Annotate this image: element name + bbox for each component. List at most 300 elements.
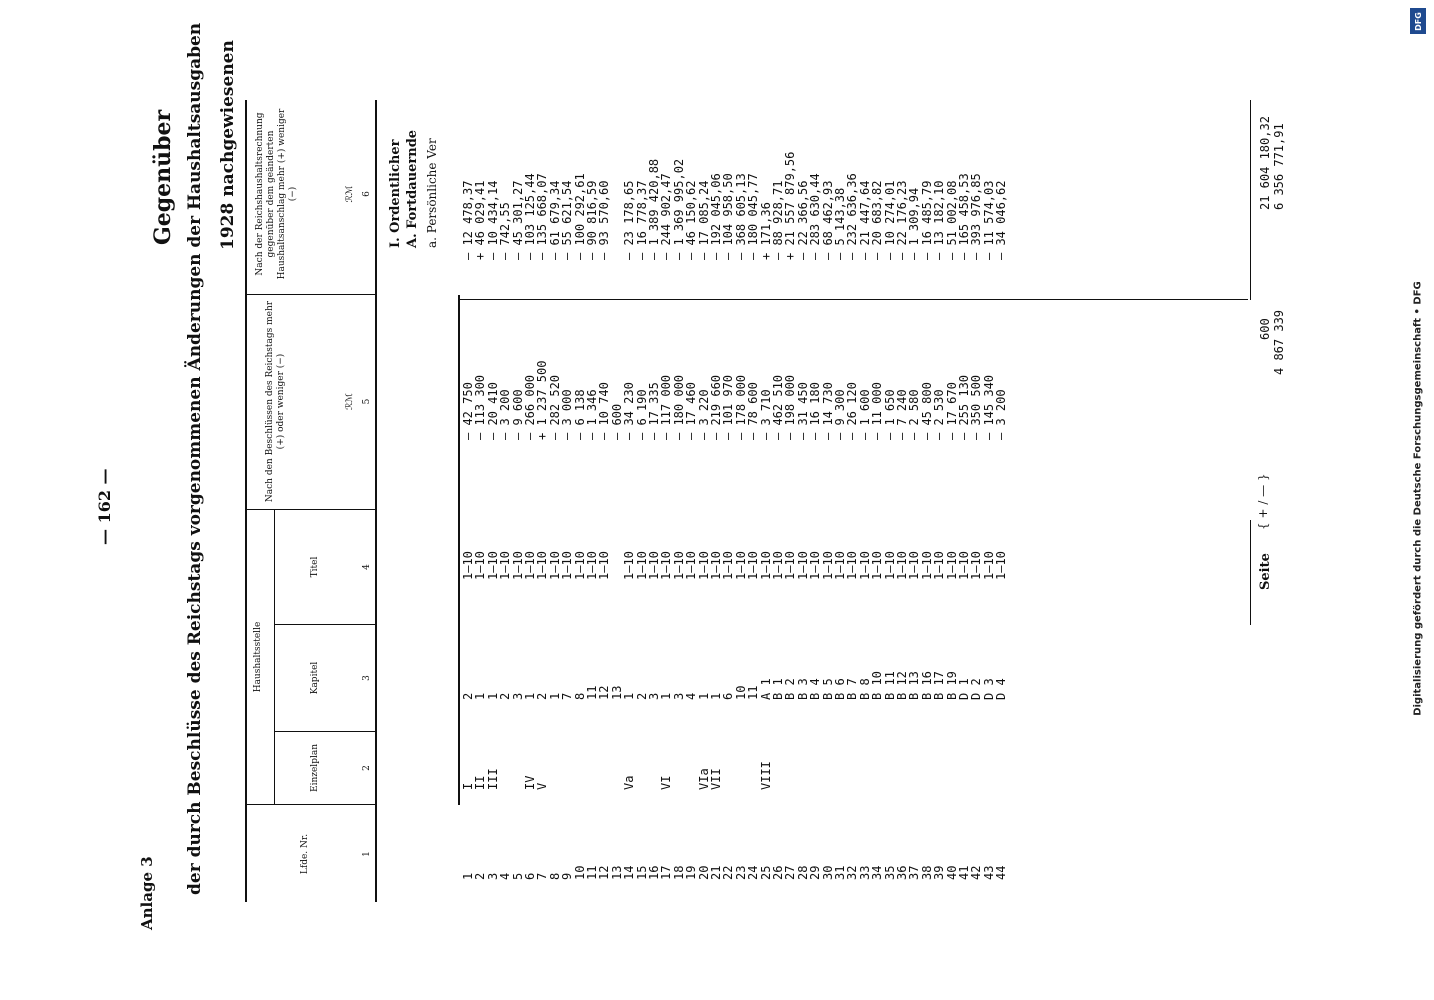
totals-rechnung-plus: 21 604 180,32	[1258, 116, 1272, 210]
row-lfd-nr: 42	[969, 865, 984, 880]
row-titel: 1—10	[696, 551, 711, 580]
row-titel: 1—10	[622, 551, 637, 580]
row-titel: 1—10	[857, 551, 872, 580]
col-number: 4	[362, 564, 372, 570]
row-kapitel: 8	[572, 692, 587, 700]
row-rechnung: — 1 389 420,88	[647, 158, 661, 260]
row-kapitel: B 7	[845, 678, 860, 700]
row-lfd-nr: 21	[709, 865, 723, 880]
row-beschluesse: — 17 335	[647, 382, 661, 440]
row-titel: 1—10	[523, 551, 537, 580]
row-rechnung: — 100 292,61	[572, 173, 587, 260]
row-lfd-nr: 33	[857, 865, 872, 880]
row-titel: 1—10	[981, 551, 996, 580]
row-kapitel: B 2	[783, 678, 798, 700]
row-kapitel: B 4	[808, 678, 823, 700]
row-titel: 1—10	[647, 551, 661, 580]
row-titel: 1—10	[783, 551, 798, 580]
table-row	[660, 0, 673, 1000]
row-rechnung: — 11 574,03	[981, 180, 996, 260]
section-heading-1: I. Ordentlicher	[388, 139, 403, 248]
row-titel: 1—10	[870, 551, 885, 580]
col-number: 6	[362, 191, 372, 197]
col-divider	[274, 624, 375, 625]
row-rechnung: — 90 816,59	[585, 180, 599, 260]
title-line-2: der durch Beschlüsse des Reichstags vorgenommenen Änderungen der Haushaltsausgaben	[185, 22, 205, 895]
table-row	[884, 0, 897, 1000]
row-kapitel: B 16	[919, 671, 934, 700]
row-kapitel: 1	[696, 692, 711, 700]
row-rechnung: — 232 636,36	[845, 173, 860, 260]
col-number: 1	[362, 851, 372, 857]
row-beschluesse: — 117 000	[659, 374, 674, 440]
table-row	[995, 0, 1008, 1000]
row-beschluesse: — 34 230	[622, 382, 637, 440]
row-rechnung: — 68 462,93	[820, 180, 835, 260]
row-lfd-nr: 9	[560, 872, 575, 880]
totals-brace: { + / — }	[1256, 473, 1270, 530]
row-kapitel: 10	[733, 685, 748, 700]
row-titel: 1—10	[634, 551, 649, 580]
row-kapitel: B 13	[907, 671, 922, 700]
table-row	[722, 0, 735, 1000]
table-row	[772, 0, 785, 1000]
row-lfd-nr: 10	[572, 865, 587, 880]
row-beschluesse: — 17 460	[684, 382, 699, 440]
body-rule	[1250, 520, 1251, 625]
row-kapitel: 12	[597, 685, 612, 700]
row-kapitel: B 11	[882, 671, 897, 700]
row-rechnung: — 1 309,94	[907, 187, 922, 260]
row-titel: 1—10	[510, 551, 525, 580]
row-beschluesse: — 6 138	[572, 389, 587, 440]
row-kapitel: 1	[622, 692, 637, 700]
row-rechnung: — 103 125,44	[523, 173, 537, 260]
row-titel: 1—10	[485, 551, 500, 580]
digitization-credit: Digitalisierung gefördert durch die Deutsche Forschungsgemeinschaft • DFG	[1412, 281, 1424, 716]
row-beschluesse: — 1 600	[857, 389, 872, 440]
row-titel: 1—10	[907, 551, 922, 580]
row-beschluesse: — 255 130	[957, 374, 971, 440]
col-divider	[245, 804, 375, 805]
row-kapitel: 11	[746, 685, 761, 700]
row-kapitel: B 6	[833, 678, 847, 700]
row-kapitel: 2	[498, 692, 513, 700]
row-rechnung: — 93 570,60	[597, 180, 612, 260]
row-kapitel: D 1	[957, 678, 971, 700]
row-beschluesse: — 3 000	[560, 389, 575, 440]
row-beschluesse: — 9 300	[833, 389, 847, 440]
row-lfd-nr: 16	[647, 865, 661, 880]
row-beschluesse: — 26 120	[845, 382, 860, 440]
row-lfd-nr: 38	[919, 865, 934, 880]
table-row	[561, 0, 574, 1000]
col-divider	[274, 510, 275, 805]
row-beschluesse: — 3 200	[498, 389, 513, 440]
row-lfd-nr: 32	[845, 865, 860, 880]
table-row	[784, 0, 797, 1000]
row-kapitel: 6	[721, 692, 736, 700]
row-rechnung: — 17 085,24	[696, 180, 711, 260]
row-rechnung: — 393 976,85	[969, 173, 984, 260]
row-rechnung: — 244 902,47	[659, 173, 674, 260]
header-haushaltsstelle: Haushaltsstelle	[253, 621, 263, 693]
row-lfd-nr: 36	[895, 865, 909, 880]
row-einzelplan: III	[485, 768, 500, 790]
row-rechnung: — 12 478,37	[461, 180, 475, 260]
row-lfd-nr: 43	[981, 865, 996, 880]
row-rechnung: — 742,55	[498, 202, 513, 260]
table-row	[958, 0, 971, 1000]
row-beschluesse: — 17 670	[944, 382, 959, 440]
row-beschluesse: — 31 450	[795, 382, 810, 440]
table-row	[611, 0, 624, 1000]
table-row	[946, 0, 959, 1000]
title-line-3: 1928 nachgewiesenen	[218, 40, 238, 250]
row-lfd-nr: 23	[733, 865, 748, 880]
row-rechnung: + 21 557 879,56	[783, 151, 798, 260]
col-number: 3	[362, 675, 372, 681]
row-kapitel: A 1	[758, 678, 773, 700]
row-lfd-nr: 7	[535, 872, 550, 880]
header-top-rule	[245, 100, 247, 902]
table-row	[735, 0, 748, 1000]
row-rechnung: — 23 178,65	[622, 180, 637, 260]
row-lfd-nr: 4	[498, 872, 513, 880]
row-titel: 1—10	[882, 551, 897, 580]
header-beschluesse: Nach den Beschlüssen des Reichstags mehr (+) oder weniger (−)	[265, 300, 286, 503]
row-lfd-nr: 40	[944, 865, 959, 880]
table-row	[487, 0, 500, 1000]
row-beschluesse: — 3 200	[994, 389, 1009, 440]
row-kapitel: 2	[634, 692, 649, 700]
table-row	[636, 0, 649, 1000]
row-lfd-nr: 31	[833, 865, 847, 880]
row-lfd-nr: 28	[795, 865, 810, 880]
row-beschluesse: — 78 600	[746, 382, 761, 440]
row-titel: 1—10	[473, 551, 488, 580]
row-rechnung: — 22 366,56	[795, 180, 810, 260]
row-kapitel: B 12	[895, 671, 909, 700]
row-rechnung: — 10 274,01	[882, 180, 897, 260]
row-beschluesse: — 10 740	[597, 382, 612, 440]
row-kapitel: D 4	[994, 678, 1009, 700]
table-row	[462, 0, 475, 1000]
row-titel: 1—10	[547, 551, 562, 580]
table-row	[797, 0, 810, 1000]
row-einzelplan: VI	[659, 775, 674, 790]
row-kapitel: B 5	[820, 678, 835, 700]
totals-beschluesse-plus: 600	[1258, 318, 1272, 340]
row-rechnung: — 104 958,50	[721, 173, 736, 260]
row-beschluesse: — 42 750	[461, 382, 475, 440]
row-beschluesse: — 6 190	[634, 389, 649, 440]
table-row	[623, 0, 636, 1000]
row-beschluesse: — 3 710	[758, 389, 773, 440]
row-titel: 1—10	[535, 551, 550, 580]
row-kapitel: 2	[535, 692, 550, 700]
row-beschluesse: — 219 660	[709, 374, 723, 440]
table-row	[474, 0, 487, 1000]
row-beschluesse: — 7 240	[895, 389, 909, 440]
row-lfd-nr: 20	[696, 865, 711, 880]
row-einzelplan: VIa	[696, 768, 711, 790]
section-heading-2: A. Fortdauernde	[405, 129, 420, 248]
header-rechnung: Nach der Reichshaushaltsrechnung gegenüber dem geänderten Haushaltsanschlag mehr (+) weniger (−)	[255, 108, 298, 280]
row-beschluesse: + 1 237 500	[535, 360, 550, 440]
row-lfd-nr: 2	[473, 872, 488, 880]
row-rechnung: + 46 029,41	[473, 180, 488, 260]
col-divider	[274, 731, 375, 732]
table-row	[598, 0, 611, 1000]
row-einzelplan: I	[461, 782, 475, 790]
row-beschluesse: — 14 730	[820, 382, 835, 440]
row-lfd-nr: 8	[547, 872, 562, 880]
row-beschluesse: — 145 340	[981, 374, 996, 440]
header-beschluesse-unit: ℛℳ	[345, 393, 355, 410]
row-titel: 1—10	[795, 551, 810, 580]
row-titel: 1—10	[895, 551, 909, 580]
row-titel: 1—10	[994, 551, 1009, 580]
row-lfd-nr: 26	[771, 865, 785, 880]
row-beschluesse: — 3 220	[696, 389, 711, 440]
row-lfd-nr: 13	[609, 865, 624, 880]
row-kapitel: 1	[659, 692, 674, 700]
row-titel: 1—10	[820, 551, 835, 580]
row-rechnung: — 16 778,37	[634, 180, 649, 260]
dfg-logo: DFG	[1410, 8, 1426, 34]
row-lfd-nr: 37	[907, 865, 922, 880]
row-titel: 1—10	[659, 551, 674, 580]
table-row	[970, 0, 983, 1000]
row-lfd-nr: 14	[622, 865, 637, 880]
row-lfd-nr: 11	[585, 865, 599, 880]
row-titel: 1—10	[560, 551, 575, 580]
table-row	[747, 0, 760, 1000]
totals-beschluesse-minus: 4 867 339	[1272, 309, 1286, 375]
row-rechnung: — 21 447,64	[857, 180, 872, 260]
table-row	[908, 0, 921, 1000]
table-row	[574, 0, 587, 1000]
row-einzelplan: VIII	[758, 761, 773, 790]
row-lfd-nr: 18	[671, 865, 686, 880]
row-beschluesse: — 101 970	[721, 374, 736, 440]
row-lfd-nr: 15	[634, 865, 649, 880]
table-row	[846, 0, 859, 1000]
col-divider	[245, 294, 375, 295]
table-row	[921, 0, 934, 1000]
table-row	[586, 0, 599, 1000]
header-bottom-rule	[375, 100, 377, 902]
row-kapitel: D 2	[969, 678, 984, 700]
row-lfd-nr: 35	[882, 865, 897, 880]
row-kapitel: 2	[461, 692, 475, 700]
table-row	[549, 0, 562, 1000]
header-einzelplan: Einzelplan	[310, 744, 320, 792]
row-kapitel: B 17	[932, 671, 947, 700]
row-kapitel: 7	[560, 692, 575, 700]
row-kapitel: 13	[609, 685, 624, 700]
totals-label: Seite	[1258, 553, 1273, 590]
row-rechnung: — 1 369 995,02	[671, 158, 686, 260]
row-rechnung: — 51 002,08	[944, 180, 959, 260]
row-titel: 1—10	[684, 551, 699, 580]
table-row	[760, 0, 773, 1000]
row-beschluesse: — 1 650	[882, 389, 897, 440]
row-rechnung: — 165 458,53	[957, 173, 971, 260]
row-kapitel: 3	[647, 692, 661, 700]
row-lfd-nr: 22	[721, 865, 736, 880]
table-row	[933, 0, 946, 1000]
row-kapitel: 1	[473, 692, 488, 700]
row-beschluesse: — 350 500	[969, 374, 984, 440]
row-rechnung: — 88 928,71	[771, 180, 785, 260]
row-rechnung: — 10 434,14	[485, 180, 500, 260]
row-lfd-nr: 3	[485, 872, 500, 880]
row-einzelplan: IV	[523, 775, 537, 790]
row-beschluesse: — 462 510	[771, 374, 785, 440]
row-lfd-nr: 41	[957, 865, 971, 880]
row-kapitel: B 8	[857, 678, 872, 700]
row-kapitel: B 10	[870, 671, 885, 700]
row-titel: 1—10	[597, 551, 612, 580]
row-lfd-nr: 19	[684, 865, 699, 880]
row-beschluesse: — 45 800	[919, 382, 934, 440]
row-kapitel: 1	[547, 692, 562, 700]
table-row	[809, 0, 822, 1000]
row-titel: 1—10	[733, 551, 748, 580]
row-beschluesse: — 198 000	[783, 374, 798, 440]
row-beschluesse: — 2 580	[907, 389, 922, 440]
row-rechnung: — 5 143,38	[833, 187, 847, 260]
table-row	[648, 0, 661, 1000]
body-rule	[1250, 100, 1251, 300]
table-row	[859, 0, 872, 1000]
row-rechnung: — 55 621,54	[560, 180, 575, 260]
row-rechnung: + 171,36	[758, 202, 773, 260]
table-row	[983, 0, 996, 1000]
row-titel: 1—10	[461, 551, 475, 580]
body-rule	[458, 295, 460, 805]
row-beschluesse: — 282 520	[547, 374, 562, 440]
row-lfd-nr: 12	[597, 865, 612, 880]
table-row	[698, 0, 711, 1000]
row-rechnung: — 34 046,62	[994, 180, 1009, 260]
table-row	[673, 0, 686, 1000]
header-kapitel: Kapitel	[310, 661, 320, 695]
row-titel: 1—10	[758, 551, 773, 580]
row-lfd-nr: 39	[932, 865, 947, 880]
row-einzelplan: Va	[622, 775, 637, 790]
row-lfd-nr: 5	[510, 872, 525, 880]
row-lfd-nr: 30	[820, 865, 835, 880]
row-kapitel: 1	[709, 692, 723, 700]
row-kapitel: 4	[684, 692, 699, 700]
table-row	[685, 0, 698, 1000]
row-titel: 1—10	[944, 551, 959, 580]
annex-label: Anlage 3	[138, 856, 156, 930]
row-rechnung: — 16 485,79	[919, 180, 934, 260]
table-row	[536, 0, 549, 1000]
row-rechnung: — 283 630,44	[808, 173, 823, 260]
row-lfd-nr: 27	[783, 865, 798, 880]
table-row	[710, 0, 723, 1000]
row-beschluesse: — 9 600	[510, 389, 525, 440]
row-beschluesse: — 16 180	[808, 382, 823, 440]
table-row	[524, 0, 537, 1000]
row-kapitel: B 3	[795, 678, 810, 700]
row-titel: 1—10	[833, 551, 847, 580]
row-lfd-nr: 29	[808, 865, 823, 880]
row-titel: 1—10	[585, 551, 599, 580]
table-row	[871, 0, 884, 1000]
row-rechnung: — 61 679,34	[547, 180, 562, 260]
row-titel: 1—10	[671, 551, 686, 580]
row-beschluesse: — 178 000	[733, 374, 748, 440]
row-lfd-nr: 24	[746, 865, 761, 880]
table-row	[822, 0, 835, 1000]
row-kapitel: 1	[523, 692, 537, 700]
row-lfd-nr: 44	[994, 865, 1009, 880]
row-kapitel: D 3	[981, 678, 996, 700]
row-titel: 1—10	[969, 551, 984, 580]
row-beschluesse: — 2 530	[932, 389, 947, 440]
row-titel: 1—10	[932, 551, 947, 580]
row-lfd-nr: 25	[758, 865, 773, 880]
row-titel: 1—10	[957, 551, 971, 580]
row-beschluesse: — 113 300	[473, 374, 488, 440]
row-titel: 1—10	[572, 551, 587, 580]
row-titel: 1—10	[721, 551, 736, 580]
row-rechnung: — 192 045,06	[709, 173, 723, 260]
row-lfd-nr: 34	[870, 865, 885, 880]
row-rechnung: — 135 668,07	[535, 173, 550, 260]
row-einzelplan: VII	[709, 768, 723, 790]
row-rechnung: — 180 045,77	[746, 173, 761, 260]
row-beschluesse: — 600	[609, 403, 624, 440]
table-row	[499, 0, 512, 1000]
row-lfd-nr: 1	[461, 872, 475, 880]
row-titel: 1—10	[771, 551, 785, 580]
row-kapitel: 11	[585, 685, 599, 700]
table-row	[896, 0, 909, 1000]
row-kapitel: B 1	[771, 678, 785, 700]
row-titel: 1—10	[709, 551, 723, 580]
row-beschluesse: — 180 000	[671, 374, 686, 440]
totals-rechnung-minus: 6 356 771,91	[1272, 123, 1286, 210]
col-number: 5	[362, 398, 372, 405]
row-beschluesse: — 266 000	[523, 374, 537, 440]
row-rechnung: — 368 605,13	[733, 173, 748, 260]
row-einzelplan: II	[473, 775, 488, 790]
row-lfd-nr: 17	[659, 865, 674, 880]
row-beschluesse: — 1 346	[585, 389, 599, 440]
row-kapitel: B 19	[944, 671, 959, 700]
row-kapitel: 3	[510, 692, 525, 700]
row-lfd-nr: 6	[523, 872, 537, 880]
row-einzelplan: V	[535, 782, 550, 790]
row-beschluesse: — 20 410	[485, 382, 500, 440]
table-row	[512, 0, 525, 1000]
section-heading-3: a. Persönliche Ver	[425, 138, 439, 248]
header-rechnung-unit: ℛℳ	[345, 185, 355, 203]
row-rechnung: — 45 301,27	[510, 180, 525, 260]
row-rechnung: — 22 176,23	[895, 180, 909, 260]
row-titel: 1—10	[498, 551, 513, 580]
header-titel: Titel	[310, 556, 320, 578]
page-number: — 162 —	[95, 468, 114, 545]
row-beschluesse: — 11 000	[870, 382, 885, 440]
